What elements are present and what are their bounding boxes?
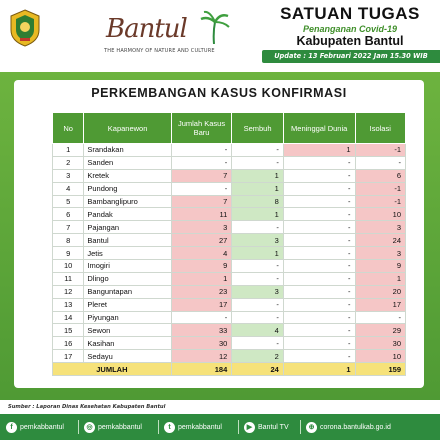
cell-isolasi: 29 (355, 324, 405, 337)
bantul-logo (86, 10, 256, 60)
cell-no: 5 (53, 195, 84, 208)
cell-no: 11 (53, 272, 84, 285)
twitter-handle: pemkabbantul (178, 423, 222, 431)
cell-isolasi: - (355, 311, 405, 324)
cell-jumlah: - (171, 156, 232, 169)
cell-jumlah: 4 (171, 247, 232, 260)
header-no: No (53, 113, 84, 144)
header-jumlah: Jumlah Kasus Baru (171, 113, 232, 144)
cell-jumlah: 12 (171, 350, 232, 363)
cell-meninggal: - (283, 260, 355, 273)
cell-meninggal: - (283, 234, 355, 247)
header-sembuh: Sembuh (232, 113, 284, 144)
facebook-handle: pemkabbantul (20, 423, 64, 431)
table-row (53, 169, 406, 182)
youtube-link[interactable] (244, 414, 289, 440)
facebook-link[interactable] (6, 414, 64, 440)
source-note: Sumber : Laporan Dinas Kesehatan Kabupaten Bantul (8, 404, 166, 410)
cell-sembuh: - (232, 144, 284, 157)
table-row (53, 156, 406, 169)
header-isolasi: Isolasi (355, 113, 405, 144)
table-card (14, 80, 424, 388)
cell-no: 15 (53, 324, 84, 337)
cell-meninggal: - (283, 272, 355, 285)
cell-jumlah: 33 (171, 324, 232, 337)
table-row (53, 221, 406, 234)
cell-jumlah: 27 (171, 234, 232, 247)
table-row (53, 298, 406, 311)
cell-kapanewon: Bambanglipuro (84, 195, 171, 208)
cell-jumlah: - (171, 144, 232, 157)
table-row (53, 350, 406, 363)
cell-no: 16 (53, 337, 84, 350)
cell-sembuh: 3 (232, 285, 284, 298)
cell-isolasi: 1 (355, 272, 405, 285)
cell-no: 2 (53, 156, 84, 169)
cell-jumlah: 7 (171, 195, 232, 208)
total-smb: 24 (232, 363, 284, 376)
table-row (53, 182, 406, 195)
cell-isolasi: 3 (355, 221, 405, 234)
instagram-icon: ◎ (84, 422, 95, 433)
cell-kapanewon: Pandak (84, 208, 171, 221)
cell-isolasi: -1 (355, 195, 405, 208)
table-row (53, 324, 406, 337)
cell-kapanewon: Bantul (84, 234, 171, 247)
table-header-row (53, 113, 406, 144)
header (0, 0, 440, 72)
cell-jumlah: - (171, 182, 232, 195)
cell-meninggal: - (283, 350, 355, 363)
cell-isolasi: 10 (355, 208, 405, 221)
cell-no: 8 (53, 234, 84, 247)
cell-isolasi: 30 (355, 337, 405, 350)
cell-sembuh: - (232, 156, 284, 169)
twitter-icon: t (164, 422, 175, 433)
cell-isolasi: -1 (355, 182, 405, 195)
footer-bar (0, 414, 440, 440)
cell-no: 10 (53, 260, 84, 273)
cell-isolasi: 6 (355, 169, 405, 182)
table-row (53, 144, 406, 157)
instagram-handle: pemkabbantul (98, 423, 142, 431)
cell-sembuh: 1 (232, 208, 284, 221)
table-row (53, 260, 406, 273)
update-timestamp: Update : 13 Februari 2022 Jam 15.30 WIB (262, 50, 440, 63)
table-row (53, 247, 406, 260)
footer-divider (158, 420, 159, 434)
cell-kapanewon: Pajangan (84, 221, 171, 234)
cell-meninggal: - (283, 298, 355, 311)
cell-jumlah: 7 (171, 169, 232, 182)
content-panel (0, 72, 440, 400)
cell-jumlah: 17 (171, 298, 232, 311)
cell-kapanewon: Kretek (84, 169, 171, 182)
cell-kapanewon: Piyungan (84, 311, 171, 324)
table-body (53, 144, 406, 376)
cell-no: 3 (53, 169, 84, 182)
cell-no: 12 (53, 285, 84, 298)
cell-no: 4 (53, 182, 84, 195)
website-link[interactable] (306, 414, 391, 440)
cell-isolasi: -1 (355, 144, 405, 157)
cell-sembuh: 1 (232, 169, 284, 182)
cell-meninggal: - (283, 247, 355, 260)
cell-kapanewon: Kasihan (84, 337, 171, 350)
cell-meninggal: - (283, 208, 355, 221)
cell-meninggal: - (283, 311, 355, 324)
cell-no: 6 (53, 208, 84, 221)
cell-kapanewon: Srandakan (84, 144, 171, 157)
cell-kapanewon: Banguntapan (84, 285, 171, 298)
table-row (53, 337, 406, 350)
cell-jumlah: 30 (171, 337, 232, 350)
cell-sembuh: - (232, 298, 284, 311)
table-row (53, 285, 406, 298)
youtube-channel: Bantul TV (258, 423, 289, 431)
cell-kapanewon: Jetis (84, 247, 171, 260)
cell-sembuh: 8 (232, 195, 284, 208)
cell-sembuh: - (232, 337, 284, 350)
header-kapanewon: Kapanewon (84, 113, 171, 144)
cell-jumlah: 9 (171, 260, 232, 273)
table-row (53, 272, 406, 285)
cell-kapanewon: Dlingo (84, 272, 171, 285)
cell-sembuh: 1 (232, 182, 284, 195)
cell-jumlah: - (171, 311, 232, 324)
cell-sembuh: 3 (232, 234, 284, 247)
cell-meninggal: - (283, 221, 355, 234)
twitter-link[interactable] (164, 414, 222, 440)
cell-kapanewon: Sewon (84, 324, 171, 337)
total-mgl: 1 (283, 363, 355, 376)
cell-no: 1 (53, 144, 84, 157)
table-row (53, 311, 406, 324)
cell-sembuh: - (232, 260, 284, 273)
total-jml: 184 (171, 363, 232, 376)
cell-isolasi: 20 (355, 285, 405, 298)
table-row (53, 234, 406, 247)
regency-emblem-icon (8, 8, 42, 48)
cell-no: 14 (53, 311, 84, 324)
cell-jumlah: 1 (171, 272, 232, 285)
satgas-title: SATUAN TUGAS (280, 4, 420, 23)
cell-sembuh: 4 (232, 324, 284, 337)
satgas-region: Kabupaten Bantul (296, 34, 404, 48)
satgas-subtitle: Penanganan Covid-19 (302, 24, 398, 34)
facebook-icon: f (6, 422, 17, 433)
cell-kapanewon: Pleret (84, 298, 171, 311)
globe-icon: ⊕ (306, 422, 317, 433)
cell-isolasi: 10 (355, 350, 405, 363)
total-label: JUMLAH (53, 363, 172, 376)
cell-isolasi: 9 (355, 260, 405, 273)
cell-isolasi: - (355, 156, 405, 169)
footer-divider (238, 420, 239, 434)
cell-kapanewon: Sedayu (84, 350, 171, 363)
website-url: corona.bantulkab.go.id (320, 423, 391, 431)
cell-sembuh: 2 (232, 350, 284, 363)
cell-meninggal: - (283, 156, 355, 169)
cell-jumlah: 11 (171, 208, 232, 221)
cell-sembuh: - (232, 221, 284, 234)
cell-meninggal: - (283, 182, 355, 195)
instagram-link[interactable] (84, 414, 142, 440)
cases-table (52, 112, 406, 376)
footer-divider (300, 420, 301, 434)
cell-meninggal: - (283, 324, 355, 337)
cell-isolasi: 17 (355, 298, 405, 311)
cell-no: 9 (53, 247, 84, 260)
table-row (53, 208, 406, 221)
header-meninggal: Meninggal Dunia (283, 113, 355, 144)
cell-meninggal: - (283, 285, 355, 298)
cell-meninggal: - (283, 195, 355, 208)
cell-sembuh: 1 (232, 247, 284, 260)
satgas-heading (262, 4, 438, 48)
cell-no: 17 (53, 350, 84, 363)
cell-kapanewon: Pundong (84, 182, 171, 195)
cell-no: 13 (53, 298, 84, 311)
youtube-icon: ▶ (244, 422, 255, 433)
cell-sembuh: - (232, 272, 284, 285)
cell-kapanewon: Sanden (84, 156, 171, 169)
cell-isolasi: 3 (355, 247, 405, 260)
table-row (53, 195, 406, 208)
cell-meninggal: 1 (283, 144, 355, 157)
brand-tagline: THE HARMONY OF NATURE AND CULTURE (104, 48, 215, 54)
cell-jumlah: 23 (171, 285, 232, 298)
footer-divider (78, 420, 79, 434)
brand-wordmark: Bantul (106, 14, 187, 44)
palm-tree-icon (198, 10, 230, 44)
cell-isolasi: 24 (355, 234, 405, 247)
cell-meninggal: - (283, 169, 355, 182)
cell-meninggal: - (283, 337, 355, 350)
total-iso: 159 (355, 363, 405, 376)
total-row (53, 363, 406, 376)
table-title: PERKEMBANGAN KASUS KONFIRMASI (91, 86, 347, 100)
cell-jumlah: 3 (171, 221, 232, 234)
cell-sembuh: - (232, 311, 284, 324)
cell-kapanewon: Imogiri (84, 260, 171, 273)
cell-no: 7 (53, 221, 84, 234)
